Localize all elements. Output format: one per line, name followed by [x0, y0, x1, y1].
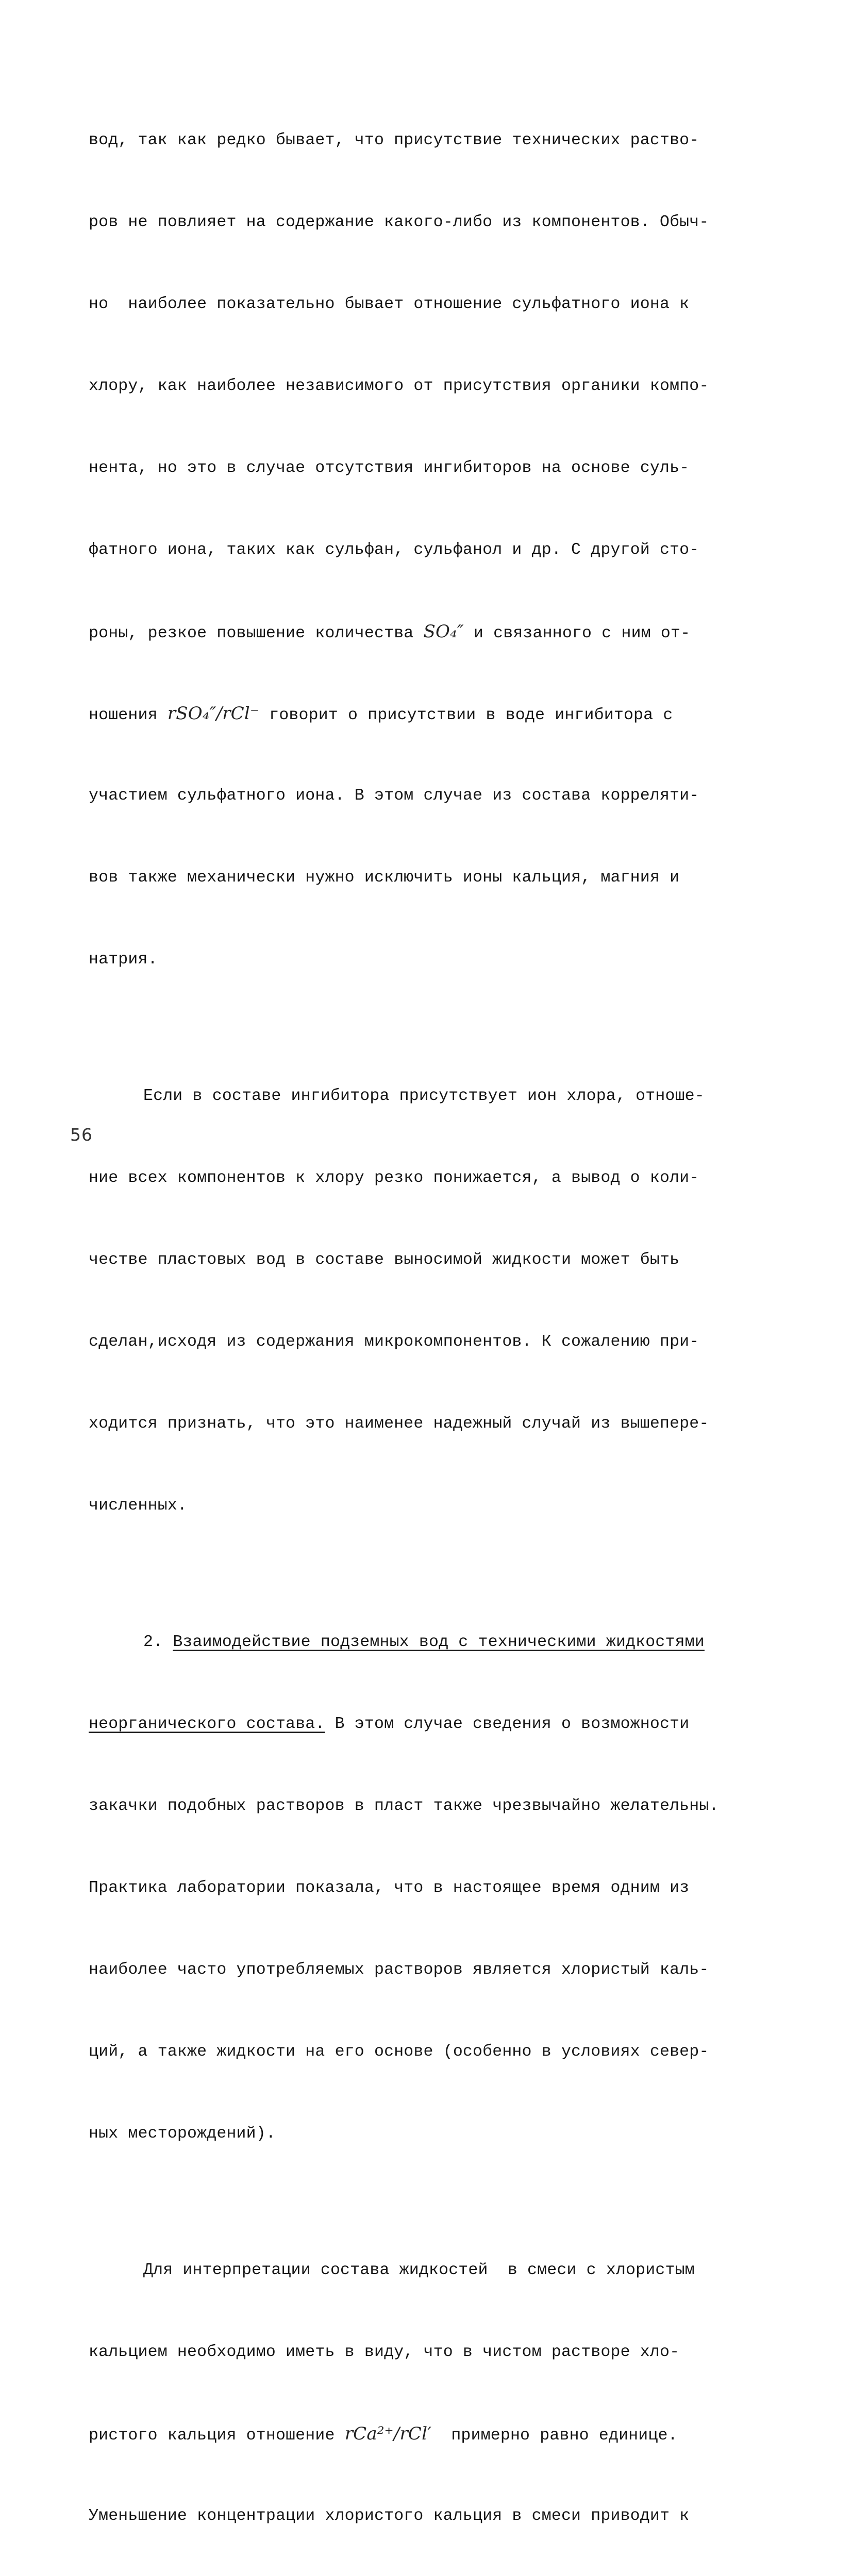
text-line: участием сульфатного иона. В этом случае из состава корреляти- [89, 787, 699, 805]
handwritten-formula: SO₄″ [423, 621, 464, 642]
text-line: Если в составе ингибитора присутствует ион хлора, отноше- [143, 1087, 705, 1105]
text-line: ных месторождений). [89, 2125, 276, 2143]
body-text [89, 72, 784, 2576]
text-fragment: примерно равно единице. [431, 2427, 678, 2445]
text-line: но наиболее показательно бывает отношение сульфатного иона к [89, 295, 690, 313]
text-line [89, 618, 784, 646]
text-line: ций, а также жидкости на его основе (особенно в условиях север- [89, 2043, 709, 2061]
paragraph [89, 72, 784, 1028]
section-number: 2. [143, 1633, 173, 1651]
text-line: хлору, как наиболее независимого от присутствия органики компо- [89, 377, 709, 395]
text-fragment: и связанного с ним от- [463, 624, 691, 642]
text-line: сделан,исходя из содержания микрокомпонентов. К сожалению при- [89, 1333, 699, 1351]
text-fragment: ристого кальция отношение [89, 2427, 345, 2445]
text-line: фатного иона, таких как сульфан, сульфанол и др. С другой сто- [89, 541, 699, 559]
paragraph [89, 1028, 784, 1574]
text-line: ние всех компонентов к хлору резко понижается, а вывод о коли- [89, 1169, 699, 1187]
text-line: ров не повлияет на содержание какого-либо из компонентов. Обыч- [89, 213, 709, 231]
page-number: 56 [70, 1125, 93, 1145]
text-line: ходится признать, что это наименее надежный случай из вышепере- [89, 1415, 709, 1433]
text-line: натрия. [89, 951, 158, 969]
handwritten-formula: rCa²⁺/rCl′ [344, 2424, 432, 2444]
text-line: численных. [89, 1497, 188, 1515]
text-line: наиболее часто употребляемых растворов является хлористый каль- [89, 1961, 709, 1979]
section-heading: Взаимодействие подземных вод с техническими жидкостями [173, 1633, 705, 1651]
text-line: вод, так как редко бывает, что присутствие технических раство- [89, 131, 699, 149]
text-line: Уменьшение концентрации хлористого кальция в смеси приводит к [89, 2507, 690, 2525]
text-line [89, 2420, 784, 2448]
section-paragraph [89, 1574, 784, 2202]
text-line: Для интерпретации состава жидкостей в смеси с хлористым [143, 2261, 695, 2279]
text-line: нента, но это в случае отсутствия ингибиторов на основе суль- [89, 459, 690, 477]
text-line: закачки подобных растворов в пласт также чрезвычайно желательны. [89, 1797, 719, 1815]
text-fragment: роны, резкое повышение количества [89, 624, 424, 642]
paragraph [89, 2202, 784, 2576]
handwritten-formula: rSO₄″/rCl⁻ [167, 703, 260, 724]
text-line: кальцием необходимо иметь в виду, что в чистом растворе хло- [89, 2343, 680, 2361]
text-line: Практика лаборатории показала, что в настоящее время одним из [89, 1879, 690, 1897]
section-heading-line [89, 1629, 784, 1656]
text-fragment: В этом случае сведения о возможности [325, 1715, 690, 1733]
section-heading: неорганического состава. [89, 1715, 325, 1733]
section-heading-line [89, 1710, 784, 1738]
text-fragment: ношения [89, 706, 168, 724]
text-line: честве пластовых вод в составе выносимой жидкости может быть [89, 1251, 680, 1269]
text-line: вов также механически нужно исключить ионы кальция, магния и [89, 869, 680, 887]
text-fragment: говорит о присутствии в воде ингибитора с [259, 706, 673, 724]
text-line [89, 700, 784, 727]
